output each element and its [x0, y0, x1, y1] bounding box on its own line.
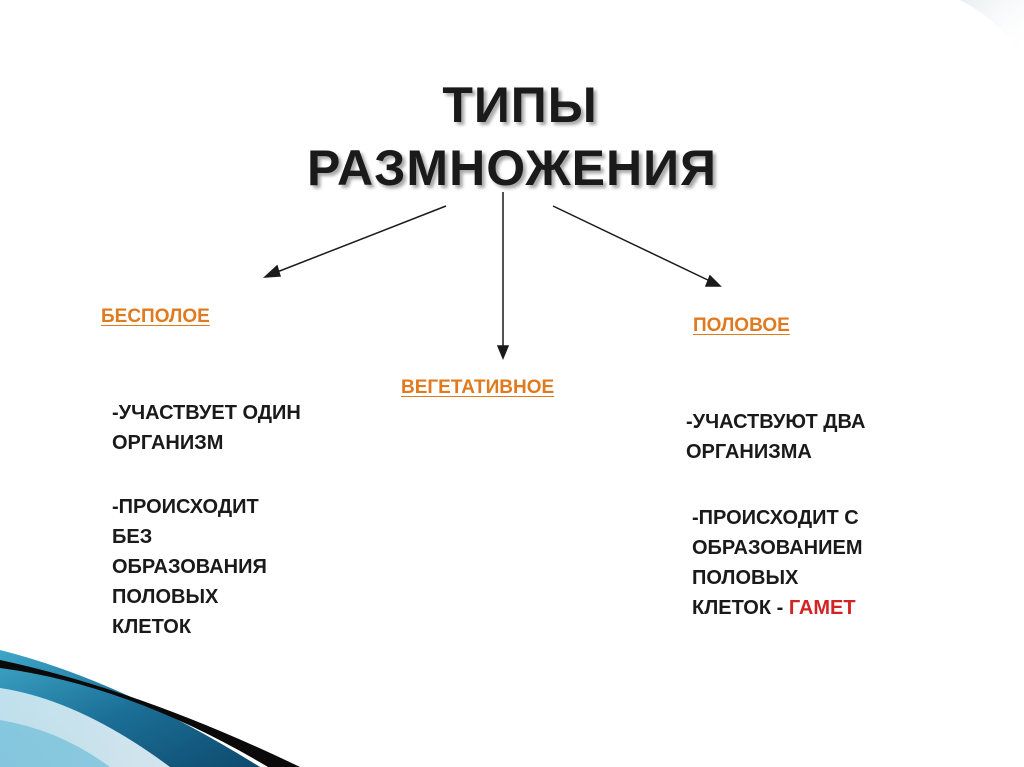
- category-sexual: ПОЛОВОЕ: [693, 315, 790, 336]
- corner-accent: [960, 0, 1024, 60]
- page-title-line-1: ТИПЫ: [442, 77, 598, 133]
- asexual-point-1: -УЧАСТВУЕТ ОДИН ОРГАНИЗМ: [112, 402, 301, 454]
- gametes-highlight: ГАМЕТ: [788, 597, 856, 619]
- sexual-point-2-text: -ПРОИСХОДИТ С ОБРАЗОВАНИЕМ ПОЛОВЫХ КЛЕТОК -: [692, 507, 863, 619]
- arrow-left: [265, 206, 446, 277]
- page-title-line-2: РАЗМНОЖЕНИЯ: [307, 140, 717, 196]
- asexual-point-2: -ПРОИСХОДИТ БЕЗ ОБРАЗОВАНИЯ ПОЛОВЫХ КЛЕТОК: [112, 496, 267, 638]
- sexual-point-2: [692, 503, 863, 623]
- sexual-point-1: -УЧАСТВУЮТ ДВА ОРГАНИЗМА: [686, 411, 866, 463]
- category-asexual: БЕСПОЛОЕ: [101, 306, 210, 327]
- category-vegetative: ВЕГЕТАТИВНОЕ: [401, 377, 555, 398]
- arrow-right: [553, 206, 720, 286]
- arrow-center: [498, 192, 508, 358]
